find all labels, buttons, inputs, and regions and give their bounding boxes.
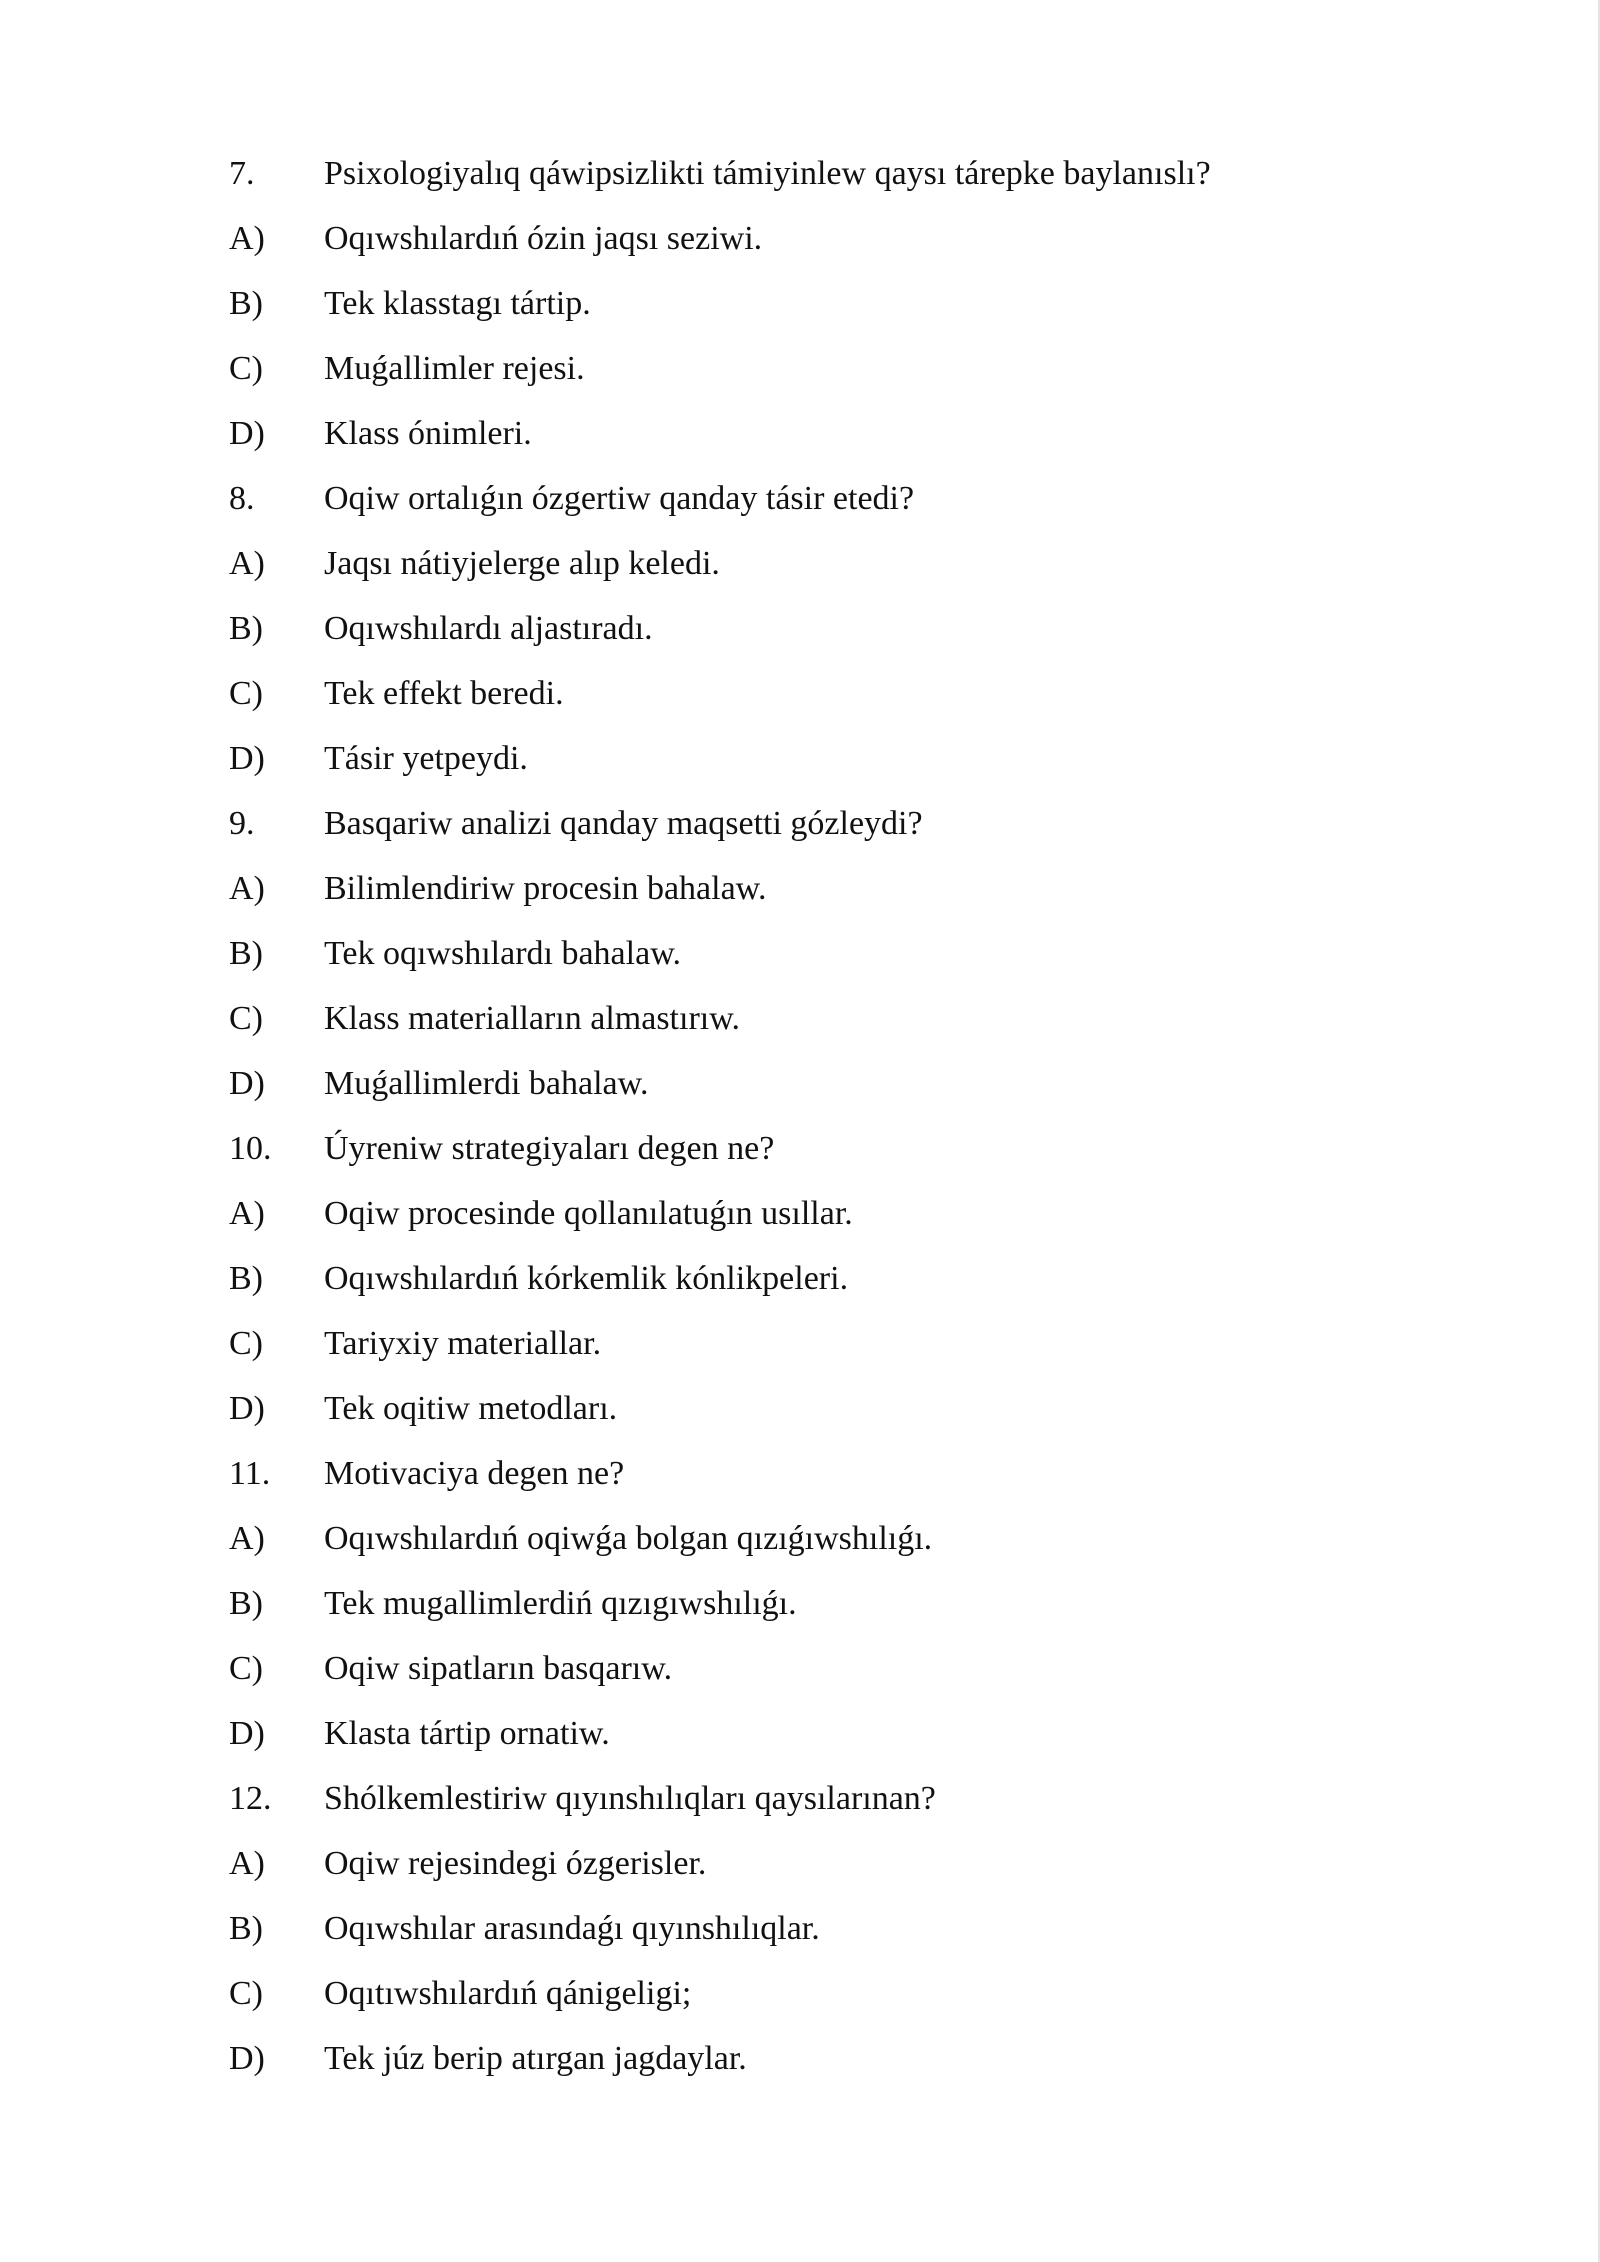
option-row	[229, 1506, 1459, 1571]
question-number: 12.	[229, 1779, 272, 1817]
option-text: Oqıwshılardıń ózin jaqsı seziwi.	[324, 219, 763, 257]
option-letter: C)	[229, 1324, 263, 1362]
option-letter: B)	[229, 609, 263, 647]
option-row	[229, 2026, 1459, 2091]
question-text: Basqariw analizi qanday maqsetti gózleydi?	[324, 804, 923, 842]
option-letter: A)	[229, 1194, 265, 1232]
option-text: Oqiw rejesindegi ózgerisler.	[324, 1844, 707, 1882]
option-row	[229, 1376, 1459, 1441]
option-letter: D)	[229, 414, 265, 452]
option-letter: A)	[229, 1844, 265, 1882]
option-letter: A)	[229, 869, 265, 907]
option-row	[229, 661, 1459, 726]
option-letter: D)	[229, 1714, 265, 1752]
option-letter: B)	[229, 1259, 263, 1297]
question-number: 7.	[229, 154, 255, 192]
option-letter: A)	[229, 1519, 265, 1557]
question-text: Psixologiyalıq qáwipsizlikti támiyinlew qaysı tárepke baylanıslı?	[324, 154, 1211, 192]
question-list	[229, 141, 1459, 2091]
option-letter: D)	[229, 739, 265, 777]
option-text: Tek klasstagı tártip.	[324, 284, 591, 322]
question-row	[229, 466, 1459, 531]
option-letter: C)	[229, 999, 263, 1037]
option-row	[229, 921, 1459, 986]
option-row	[229, 856, 1459, 921]
option-letter: C)	[229, 1974, 263, 2012]
option-text: Tek júz berip atırgan jagdaylar.	[324, 2039, 747, 2077]
question-row	[229, 141, 1459, 206]
option-text: Oqiw sipatların basqarıw.	[324, 1649, 673, 1687]
option-row	[229, 1896, 1459, 1961]
option-row	[229, 336, 1459, 401]
option-letter: C)	[229, 1649, 263, 1687]
option-text: Klass ónimleri.	[324, 414, 532, 452]
option-row	[229, 1246, 1459, 1311]
option-text: Tek mugallimlerdiń qızıgıwshılıǵı.	[324, 1584, 797, 1622]
option-text: Oqıtıwshılardıń qánigeligi;	[324, 1974, 692, 2012]
option-letter: D)	[229, 1064, 265, 1102]
option-row	[229, 1701, 1459, 1766]
question-number: 10.	[229, 1129, 272, 1167]
option-row	[229, 1571, 1459, 1636]
question-row	[229, 1766, 1459, 1831]
question-row	[229, 1116, 1459, 1181]
option-row	[229, 1311, 1459, 1376]
option-row	[229, 596, 1459, 661]
option-text: Muǵallimler rejesi.	[324, 349, 585, 387]
question-number: 8.	[229, 479, 255, 517]
option-row	[229, 206, 1459, 271]
option-row	[229, 1181, 1459, 1246]
option-text: Tek oqıwshılardı bahalaw.	[324, 934, 682, 972]
option-letter: D)	[229, 2039, 265, 2077]
option-letter: B)	[229, 934, 263, 972]
option-letter: B)	[229, 1909, 263, 1947]
option-text: Bilimlendiriw procesin bahalaw.	[324, 869, 767, 907]
option-letter: C)	[229, 674, 263, 712]
option-row	[229, 271, 1459, 336]
option-text: Oqıwshılar arasındaǵı qıyınshılıqlar.	[324, 1909, 820, 1947]
option-row	[229, 401, 1459, 466]
option-text: Oqıwshılardı aljastıradı.	[324, 609, 653, 647]
option-row	[229, 1051, 1459, 1116]
option-text: Klass materialların almastırıw.	[324, 999, 741, 1037]
question-text: Oqiw ortalıǵın ózgertiw qanday tásir etedi?	[324, 479, 915, 517]
option-text: Oqıwshılardıń oqiwǵa bolgan qızıǵıwshılıǵı.	[324, 1519, 933, 1557]
question-number: 11.	[229, 1454, 271, 1492]
option-text: Oqiw procesinde qollanılatuǵın usıllar.	[324, 1194, 853, 1232]
question-row	[229, 791, 1459, 856]
option-letter: A)	[229, 219, 265, 257]
option-text: Tek effekt beredi.	[324, 674, 564, 712]
option-text: Klasta tártip ornatiw.	[324, 1714, 610, 1752]
option-text: Oqıwshılardıń kórkemlik kónlikpeleri.	[324, 1259, 849, 1297]
option-letter: D)	[229, 1389, 265, 1427]
option-letter: C)	[229, 349, 263, 387]
option-text: Tásir yetpeydi.	[324, 739, 528, 777]
option-letter: A)	[229, 544, 265, 582]
option-text: Muǵallimlerdi bahalaw.	[324, 1064, 649, 1102]
question-text: Úyreniw strategiyaları degen ne?	[324, 1129, 775, 1167]
question-text: Motivaciya degen ne?	[324, 1454, 625, 1492]
option-row	[229, 1831, 1459, 1896]
question-number: 9.	[229, 804, 255, 842]
option-letter: B)	[229, 1584, 263, 1622]
option-row	[229, 986, 1459, 1051]
option-row	[229, 1636, 1459, 1701]
option-row	[229, 531, 1459, 596]
option-text: Jaqsı nátiyjelerge alıp keledi.	[324, 544, 720, 582]
option-text: Tariyxiy materiallar.	[324, 1324, 602, 1362]
question-row	[229, 1441, 1459, 1506]
option-row	[229, 1961, 1459, 2026]
option-text: Tek oqitiw metodları.	[324, 1389, 618, 1427]
option-letter: B)	[229, 284, 263, 322]
option-row	[229, 726, 1459, 791]
question-text: Shólkemlestiriw qıyınshılıqları qaysılarınan?	[324, 1779, 936, 1817]
